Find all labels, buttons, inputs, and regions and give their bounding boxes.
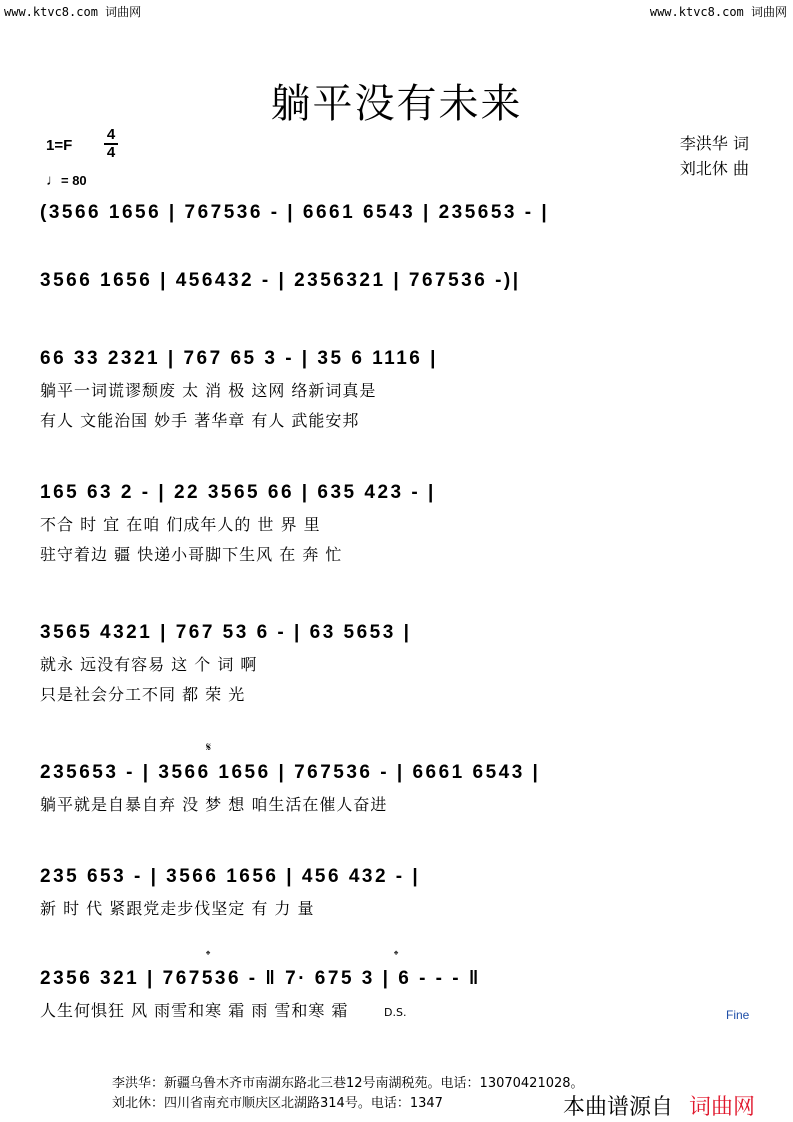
notes-line-8: 2356 321 | 767536 - ‖ 7· 675 3 | 6 - - - ‖: [40, 968, 481, 989]
lyrics-verse2-line-5: 只是社会分工不同 都 荣 光: [40, 685, 246, 704]
watermark-right: www.ktvc8.com 词曲网: [649, 5, 787, 19]
lyrics-verse2-line-4: 驻守着边 疆 快递小哥脚下生风 在 奔 忙: [40, 545, 343, 564]
notes-line-5: 3565 4321 | 767 53 6 - | 63 5653 |: [40, 622, 412, 643]
song-title: 躺平没有未来: [270, 81, 523, 127]
brand-text-red: 词曲网: [689, 1095, 756, 1120]
ds-marker: D.S.: [384, 1006, 407, 1019]
notes-line-3: 66 33 2321 | 767 65 3 - | 35 6 1116 |: [40, 348, 438, 369]
lyricist-credit: 李洪华 词: [679, 134, 749, 153]
brand-text-black: 本曲谱源自: [563, 1095, 674, 1120]
time-signature: [104, 127, 118, 161]
segno-sign: 𝄋: [206, 740, 212, 754]
watermark-left: www.ktvc8.com 词曲网: [4, 5, 142, 19]
lyrics-verse2-line-3: 有人 文能治国 妙手 著华章 有人 武能安邦: [40, 411, 360, 430]
footer-contact-composer: 刘北休：四川省南充市顺庆区北湖路314号。电话：1347: [112, 1096, 443, 1111]
footer-contact-lyricist: 李洪华：新疆乌鲁木齐市南湖东路北三巷12号南湖税苑。电话：13070421028。: [112, 1076, 584, 1091]
notes-line-4: 165 63 2 - | 22 3565 66 | 635 423 - |: [40, 482, 436, 503]
lyrics-verse1-line-5: 就永 远没有容易 这 个 词 啊: [40, 655, 258, 674]
time-numerator: 4: [106, 126, 116, 143]
fine-marker: Fine: [726, 1008, 750, 1022]
quarter-note-icon: ♩: [46, 172, 61, 189]
tempo-value: = 80: [61, 173, 87, 188]
coda-sign-2: 𝄌: [394, 948, 399, 962]
source-brand: [563, 1090, 755, 1121]
lyrics-verse1-line-7: 新 时 代 紧跟党走步伐坚定 有 力 量: [40, 899, 315, 918]
lyrics-verse1-line-4: 不合 时 宜 在咱 们成年人的 世 界 里: [40, 515, 321, 534]
lyrics-verse1-line-6: 躺平就是自暴自弃 没 梦 想 咱生活在催人奋进: [40, 795, 388, 814]
time-denominator: 4: [106, 144, 116, 161]
notes-line-1: (3566 1656 | 767536 - | 6661 6543 | 235653 - |: [40, 202, 550, 223]
composer-credit: 刘北休 曲: [679, 159, 749, 178]
notes-line-6: 235653 - | 3566 1656 | 767536 - | 6661 6543 |: [40, 762, 541, 783]
coda-sign-1: 𝄌: [206, 948, 211, 962]
lyrics-verse1-line-3: 躺平一词谎谬颓废 太 消 极 这网 络新词真是: [40, 381, 377, 400]
lyrics-verse1-line-8: 人生何惧狂 风 雨雪和寒 霜 雨 雪和寒 霜: [40, 1001, 349, 1020]
notes-line-2: 3566 1656 | 456432 - | 2356321 | 767536 -)|: [40, 270, 521, 291]
notes-line-7: 235 653 - | 3566 1656 | 456 432 - |: [40, 866, 421, 887]
tempo: [46, 172, 87, 189]
key-signature: 1=F: [46, 137, 73, 154]
